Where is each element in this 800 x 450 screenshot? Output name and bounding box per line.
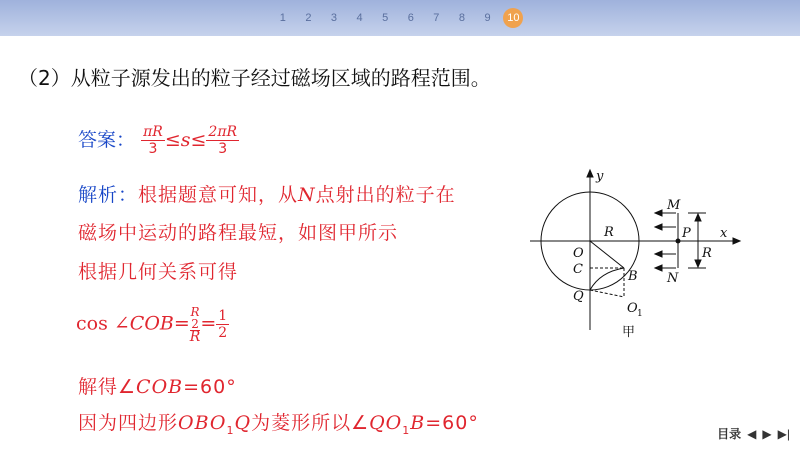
result-line: 解得∠COB=60° [78,376,237,398]
r-dim-arrow-down [695,260,701,267]
figure-caption: 甲 [622,325,636,340]
page-indicator [270,8,523,28]
answer-left-fraction: $\frac{\pi R}{3}$ [143,124,163,157]
analysis-line-2: 磁场中运动的路程最短，如图甲所示 [78,222,399,244]
label-m: M [667,198,681,213]
page-link-3[interactable]: 3 [330,12,338,24]
radius-ob [590,241,624,268]
label-b: B [628,269,638,284]
question-text: （2）从粒子源发出的粒子经过磁场区域的路程范围。 [18,66,491,90]
slide-navigation [717,425,790,442]
qo1-dashed [590,290,624,297]
point-p [676,239,681,244]
page-link-6[interactable]: 6 [407,12,414,24]
r2-over-r-fraction: R 2 R [189,305,201,345]
label-o: O [573,246,584,261]
y-axis-arrow [587,170,593,177]
label-o1: O [627,301,638,316]
answer-label: 答案： [78,129,136,151]
page-link-2[interactable]: 2 [305,12,312,24]
prev-icon[interactable]: ◀ [747,426,757,441]
last-page-icon[interactable]: ▶| [777,426,790,441]
label-o1-sub: 1 [637,309,643,319]
label-q: Q [573,289,584,304]
diagram-figure [520,160,760,355]
page-link-5[interactable]: 5 [382,12,389,24]
analysis-label: 解析： [78,184,139,206]
label-y: y [596,169,604,184]
analysis-line-1: 解析：根据题意可知，从N点射出的粒子在 [78,184,456,206]
label-r-inner: R [604,225,614,240]
label-c: C [573,262,583,277]
page-link-9[interactable]: 9 [484,12,491,24]
page-link-4[interactable]: 4 [356,12,363,24]
cos-formula: cos ∠COB= R 2 R= $\frac{1}{2}$ [76,305,228,345]
page-link-10[interactable]: 10 [503,8,523,28]
one-half-fraction: $\frac{1}{2}$ [218,308,228,341]
top-nav-bar [0,0,800,36]
label-n: N [667,271,679,286]
page-link-7[interactable]: 7 [433,12,440,24]
x-axis-arrow [733,238,740,244]
page-link-8[interactable]: 8 [458,12,466,24]
answer-line [78,124,239,157]
analysis-line-3: 根据几何关系可得 [78,261,239,283]
label-p: P [682,226,691,241]
next-icon[interactable]: ▶ [762,426,772,441]
answer-formula [141,124,239,157]
menu-button[interactable]: 目录 [717,427,742,441]
page-link-1[interactable]: 1 [279,12,286,24]
label-x: x [720,226,728,241]
r-dim-arrow-up [695,214,701,221]
label-r-right: R [702,246,712,261]
answer-right-fraction: $\frac{2\pi R}{3}$ [208,124,238,157]
answer-inequality: ≤s≤ [164,129,207,151]
conclusion-line: 因为四边形$OBO_1Q$为菱形所以$\angle QO_1B=60^\circ$ [78,412,479,437]
